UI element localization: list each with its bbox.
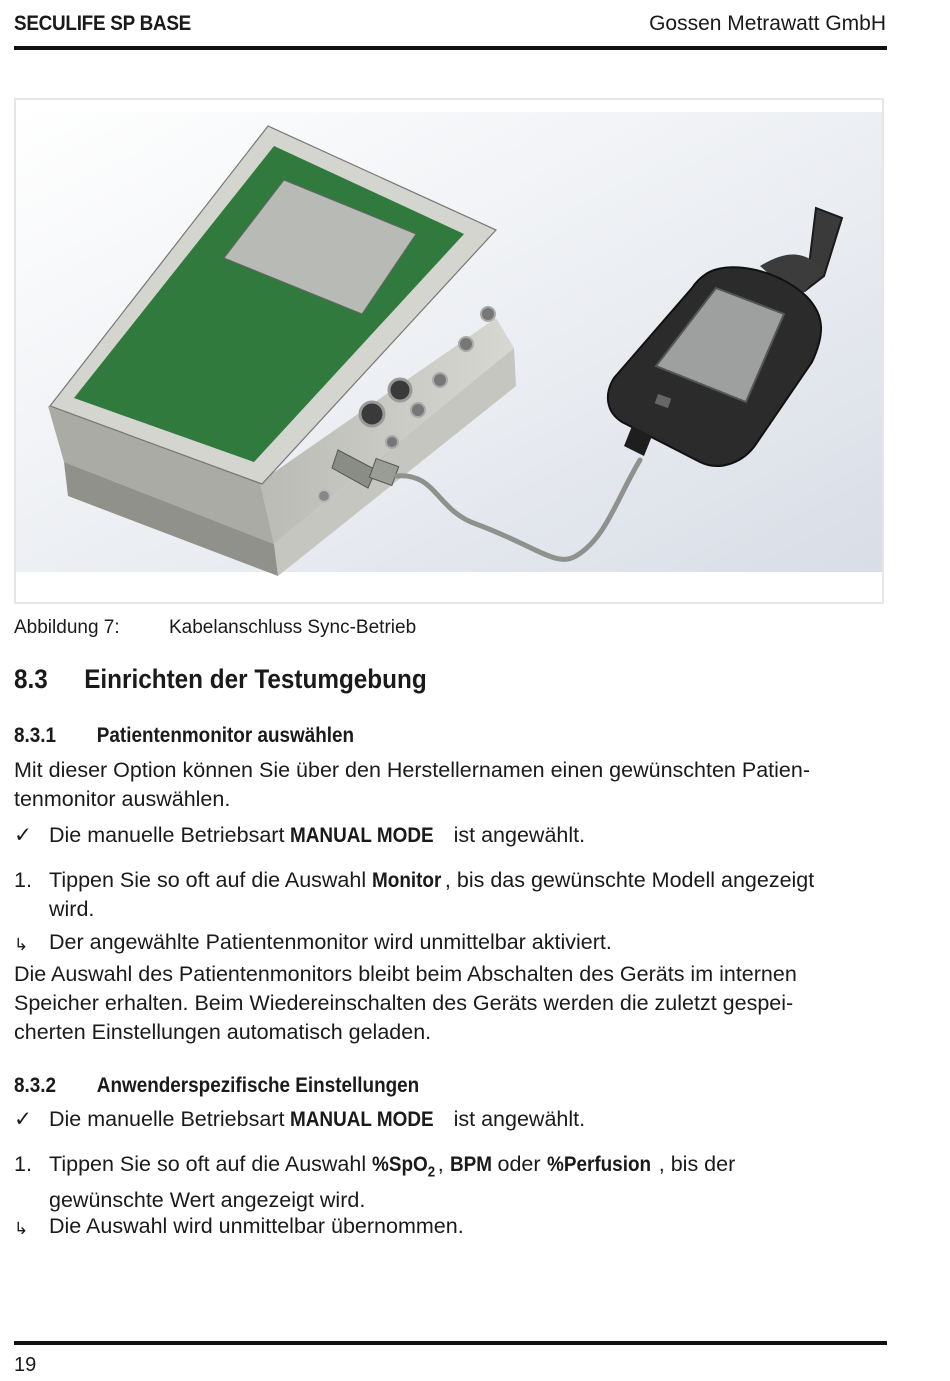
step-number: 1.	[14, 868, 32, 892]
text: wird.	[49, 897, 95, 921]
header-company-name: Gossen Metrawatt GmbH	[649, 12, 886, 35]
step-item	[14, 1150, 886, 1215]
figure-caption	[14, 617, 417, 639]
figure-caption-text: Kabelanschluss Sync-Betrieb	[169, 617, 417, 638]
intro-paragraph	[14, 756, 886, 814]
header-rule	[14, 46, 887, 50]
note-paragraph	[14, 960, 886, 1047]
note-line: cherten Einstellungen automatisch geladen.	[14, 1020, 432, 1044]
mode-name: MANUAL MODE	[290, 1107, 435, 1131]
page-number: 19	[14, 1354, 37, 1376]
precondition-item	[14, 1105, 886, 1134]
header-product-name: SECULIFE SP BASE	[14, 12, 192, 35]
section-number: 8.3	[14, 664, 48, 694]
subsection-title: Patientenmonitor auswählen	[96, 724, 355, 747]
text: Tippen Sie so oft auf die Auswahl	[49, 1152, 373, 1176]
subsection-number: 8.3.1	[14, 724, 57, 747]
check-icon: ✓	[14, 823, 33, 847]
text: gewünschte Wert angezeigt wird.	[49, 1188, 366, 1213]
result-item	[14, 928, 886, 957]
section-title: Einrichten der Testumgebung	[84, 664, 427, 694]
text: %SpO	[372, 1152, 428, 1176]
text: ,	[437, 1152, 450, 1176]
text: ist angewählt.	[447, 823, 586, 847]
subsection-heading-8-3-2	[14, 1074, 419, 1098]
footer-rule	[14, 1341, 887, 1345]
figure-image	[14, 98, 884, 604]
text: ist angewählt.	[447, 1107, 586, 1131]
option-perfusion: %Perfusion	[546, 1152, 651, 1176]
text: Der angewählte Patientenmonitor wird unmittelbar aktiviert.	[49, 930, 612, 954]
text: Die manuelle Betriebsart	[49, 1107, 291, 1131]
device-illustration	[16, 100, 882, 602]
check-icon: ✓	[14, 1107, 33, 1131]
step-item	[14, 866, 886, 924]
intro-line: tenmonitor auswählen.	[14, 787, 231, 811]
subsection-title: Anwenderspezifische Einstellungen	[96, 1074, 420, 1097]
result-arrow-icon: ↳	[14, 935, 29, 954]
text: Tippen Sie so oft auf die Auswahl	[49, 868, 373, 892]
option-bpm: BPM	[449, 1152, 492, 1176]
option-spo2	[372, 1150, 435, 1186]
text: Die manuelle Betriebsart	[49, 823, 291, 847]
section-heading-8-3	[14, 664, 427, 695]
result-item	[14, 1212, 886, 1241]
subsection-number: 8.3.2	[14, 1074, 57, 1097]
figure-label: Abbildung 7:	[14, 617, 120, 638]
text: oder	[491, 1152, 547, 1176]
note-line: Speicher erhalten. Beim Wiedereinschalten des Geräts werden die zuletzt gespei-	[14, 991, 794, 1015]
step-number: 1.	[14, 1152, 32, 1176]
text: , bis das gewünschte Modell angezeigt	[444, 868, 815, 892]
option-name: Monitor	[372, 868, 442, 892]
subscript: 2	[427, 1163, 436, 1181]
text: , bis der	[658, 1152, 736, 1176]
result-arrow-icon: ↳	[14, 1219, 29, 1238]
text: Die Auswahl wird unmittelbar übernommen.	[49, 1214, 464, 1238]
precondition-item	[14, 821, 886, 850]
note-line: Die Auswahl des Patientenmonitors bleibt beim Abschalten des Geräts im internen	[14, 962, 797, 986]
mode-name: MANUAL MODE	[290, 823, 435, 847]
intro-line: Mit dieser Option können Sie über den Herstellernamen einen gewünschten Patien-	[14, 758, 810, 782]
subsection-heading-8-3-1	[14, 724, 354, 748]
